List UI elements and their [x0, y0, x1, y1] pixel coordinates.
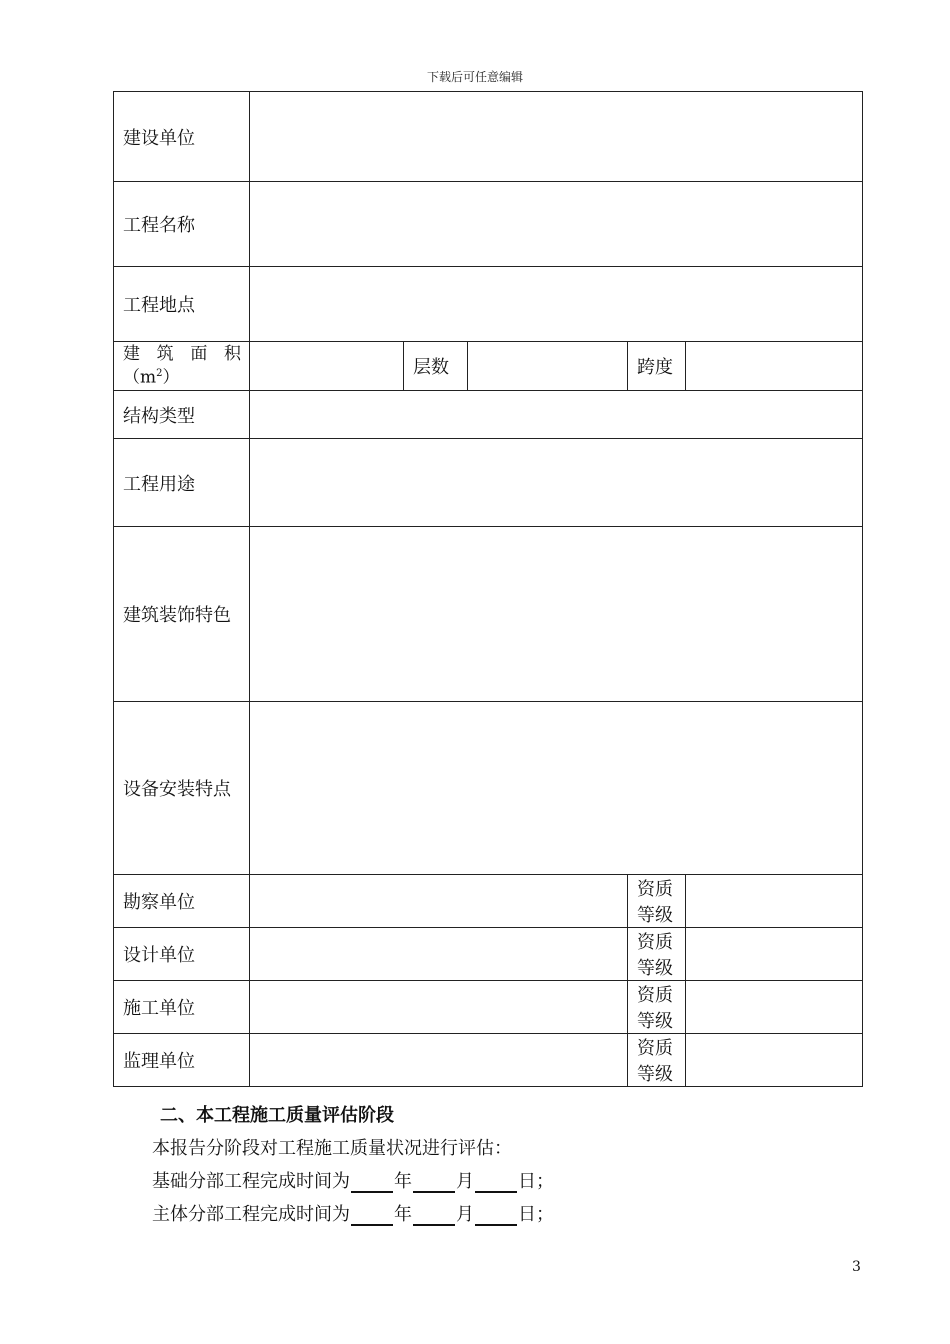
gongcheng-mingcheng-field[interactable]: [250, 182, 863, 267]
sheji-zizhi-field[interactable]: [686, 928, 863, 981]
area-char: 面: [190, 344, 208, 365]
table-row: [114, 439, 863, 527]
cengshu-field[interactable]: [468, 342, 628, 391]
month-label: 月: [456, 1204, 474, 1225]
day-blank[interactable]: [475, 1171, 517, 1193]
label-gongcheng-didian: 工程地点: [114, 267, 250, 342]
shebei-anzhuang-field[interactable]: [250, 702, 863, 875]
main-structure-date-prefix: 主体分部工程完成时间为: [152, 1204, 350, 1225]
area-char: 建: [123, 344, 140, 365]
day-label: 日；: [518, 1204, 554, 1225]
section-title: 二、本工程施工质量评估阶段: [160, 1105, 394, 1126]
day-label: 日；: [518, 1171, 554, 1192]
label-cengshu: 层数: [404, 342, 468, 391]
label-sheji-danwei: 设计单位: [114, 928, 250, 981]
label-shebei-anzhuang: 设备安装特点: [114, 702, 250, 875]
jianzhu-zhuangshi-field[interactable]: [250, 527, 863, 702]
foundation-date-prefix: 基础分部工程完成时间为: [152, 1171, 350, 1192]
table-row: [114, 182, 863, 267]
label-jianshe-danwei: 建设单位: [114, 92, 250, 182]
area-char: 积: [223, 344, 241, 365]
label-zizhi-dengji: 资质等级: [628, 981, 686, 1034]
table-row: [114, 702, 863, 875]
project-info-table: [113, 91, 863, 1087]
sheji-danwei-field[interactable]: [250, 928, 628, 981]
foundation-date-line: [152, 1167, 554, 1193]
jiegou-leixing-field[interactable]: [250, 391, 863, 439]
label-gongcheng-mingcheng: 工程名称: [114, 182, 250, 267]
month-blank[interactable]: [413, 1171, 455, 1193]
kuadu-field[interactable]: [686, 342, 863, 391]
year-blank[interactable]: [351, 1171, 393, 1193]
kancha-danwei-field[interactable]: [250, 875, 628, 928]
table-row: [114, 981, 863, 1034]
table-row: [114, 527, 863, 702]
main-structure-date-line: [152, 1200, 554, 1226]
label-zizhi-dengji: 资质等级: [628, 1034, 686, 1087]
label-jianzhu-zhuangshi: 建筑装饰特色: [114, 527, 250, 702]
year-label: 年: [394, 1204, 412, 1225]
gongcheng-yongtu-field[interactable]: [250, 439, 863, 527]
kancha-zizhi-field[interactable]: [686, 875, 863, 928]
label-jiegou-leixing: 结构类型: [114, 391, 250, 439]
area-unit-prefix: （m: [123, 367, 157, 388]
table-row: [114, 391, 863, 439]
label-kuadu: 跨度: [628, 342, 686, 391]
month-label: 月: [456, 1171, 474, 1192]
section-intro: 本报告分阶段对工程施工质量状况进行评估：: [152, 1138, 512, 1159]
day-blank[interactable]: [475, 1204, 517, 1226]
page-header: 下载后可任意编辑: [426, 70, 523, 84]
label-kancha-danwei: 勘察单位: [114, 875, 250, 928]
jianli-zizhi-field[interactable]: [686, 1034, 863, 1087]
shigong-zizhi-field[interactable]: [686, 981, 863, 1034]
jianzhu-mianji-field[interactable]: [250, 342, 404, 391]
label-gongcheng-yongtu: 工程用途: [114, 439, 250, 527]
shigong-danwei-field[interactable]: [250, 981, 628, 1034]
table-row: [114, 875, 863, 928]
label-zizhi-dengji: 资质等级: [628, 875, 686, 928]
area-unit-sup: 2: [156, 368, 163, 380]
year-blank[interactable]: [351, 1204, 393, 1226]
year-label: 年: [394, 1171, 412, 1192]
table-row: [114, 1034, 863, 1087]
table-row: [114, 342, 863, 391]
label-zizhi-dengji: 资质等级: [628, 928, 686, 981]
area-char: 筑: [156, 344, 174, 365]
month-blank[interactable]: [413, 1204, 455, 1226]
page-number: 3: [852, 1259, 861, 1275]
label-jianzhu-mianji: [114, 342, 250, 391]
table-row: [114, 928, 863, 981]
jianshe-danwei-field[interactable]: [250, 92, 863, 182]
table-row: [114, 92, 863, 182]
jianli-danwei-field[interactable]: [250, 1034, 628, 1087]
label-shigong-danwei: 施工单位: [114, 981, 250, 1034]
label-jianli-danwei: 监理单位: [114, 1034, 250, 1087]
gongcheng-didian-field[interactable]: [250, 267, 863, 342]
area-unit-suffix: ）: [162, 367, 180, 388]
table-row: [114, 267, 863, 342]
